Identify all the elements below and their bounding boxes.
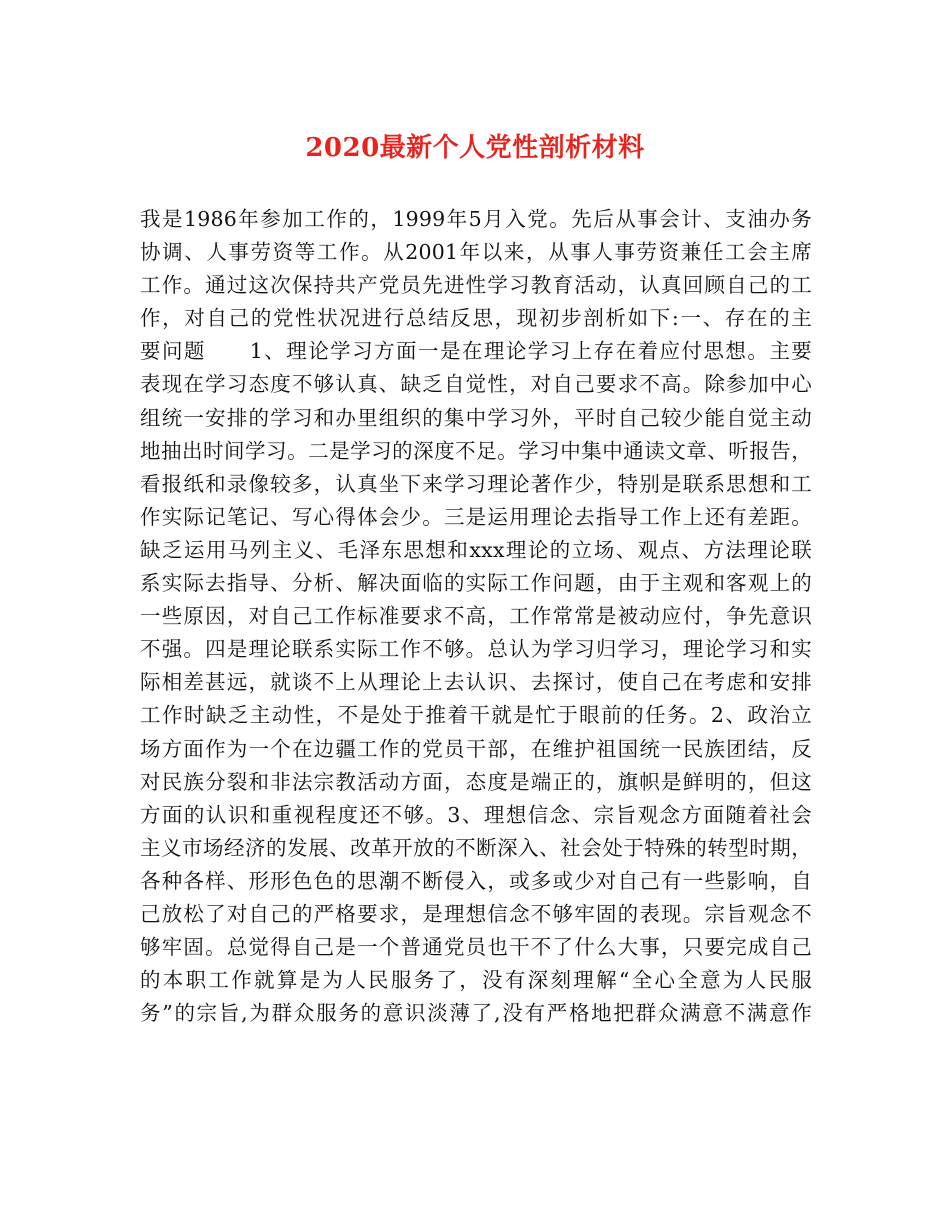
body-line: 不强。四是理论联系实际工作不够。总认为学习归学习，理论学习和实 bbox=[140, 637, 812, 662]
body-line: 际相差甚远，就谈不上从理论上去认识、去探讨，使自己在考虑和安排 bbox=[140, 670, 812, 695]
body-line: 我是1986年参加工作的，1999年5月入党。先后从事会计、支油办务 bbox=[140, 207, 812, 231]
body-line: 缺乏运用马列主义、毛泽东思想和xxx理论的立场、观点、方法理论联 bbox=[140, 537, 812, 562]
body-line: 看报纸和录像较多，认真坐下来学习理论著作少，特别是联系思想和工 bbox=[140, 471, 812, 496]
body-line: 要问题 1、理论学习方面一是在理论学习上存在着应付思想。主要 bbox=[140, 339, 812, 364]
body-line: 各种各样、形形色色的思潮不断侵入，或多或少对自己有一些影响，自 bbox=[140, 868, 812, 893]
document-title: 2020最新个人党性剖析材料 bbox=[305, 133, 645, 163]
body-line: 对民族分裂和非法宗教活动方面，态度是端正的，旗帜是鲜明的，但这 bbox=[140, 769, 812, 794]
body-line: 一些原因，对自己工作标准要求不高，工作常常是被动应付，争先意识 bbox=[140, 604, 812, 629]
body-line: 表现在学习态度不够认真、缺乏自觉性，对自己要求不高。除参加中心 bbox=[140, 372, 812, 397]
body-line: 作，对自己的党性状况进行总结反思，现初步剖析如下:一、存在的主 bbox=[140, 306, 812, 331]
body-line: 方面的认识和重视程度还不够。3、理想信念、宗旨观念方面随着社会 bbox=[140, 802, 812, 827]
body-line: 主义市场经济的发展、改革开放的不断深入、社会处于特殊的转型时期， bbox=[140, 835, 812, 860]
document-body bbox=[140, 203, 812, 1030]
body-line: 地抽出时间学习。二是学习的深度不足。学习中集中通读文章、听报告， bbox=[140, 438, 812, 463]
body-line: 组统一安排的学习和办里组织的集中学习外，平时自己较少能自觉主动 bbox=[140, 405, 812, 430]
body-line: 作实际记笔记、写心得体会少。三是运用理论去指导工作上还有差距。 bbox=[140, 504, 812, 529]
body-line: 够牢固。总觉得自己是一个普通党员也干不了什么大事，只要完成自己 bbox=[140, 935, 812, 960]
body-line: 场方面作为一个在边疆工作的党员干部，在维护祖国统一民族团结，反 bbox=[140, 736, 812, 761]
body-line: 协调、人事劳资等工作。从2001年以来，从事人事劳资兼任工会主席 bbox=[140, 240, 812, 265]
body-line: 的本职工作就算是为人民服务了，没有深刻理解“全心全意为人民服 bbox=[140, 968, 812, 993]
body-line: 己放松了对自己的严格要求，是理想信念不够牢固的表现。宗旨观念不 bbox=[140, 901, 812, 926]
body-line: 工作时缺乏主动性，不是处于推着干就是忙于眼前的任务。2、政治立 bbox=[140, 703, 812, 728]
body-line: 工作。通过这次保持共产党员先进性学习教育活动，认真回顾自己的工 bbox=[140, 273, 812, 298]
body-line: 务”的宗旨,为群众服务的意识淡薄了,没有严格地把群众满意不满意作 bbox=[140, 1001, 812, 1026]
body-line: 系实际去指导、分析、解决面临的实际工作问题，由于主观和客观上的 bbox=[140, 571, 812, 596]
